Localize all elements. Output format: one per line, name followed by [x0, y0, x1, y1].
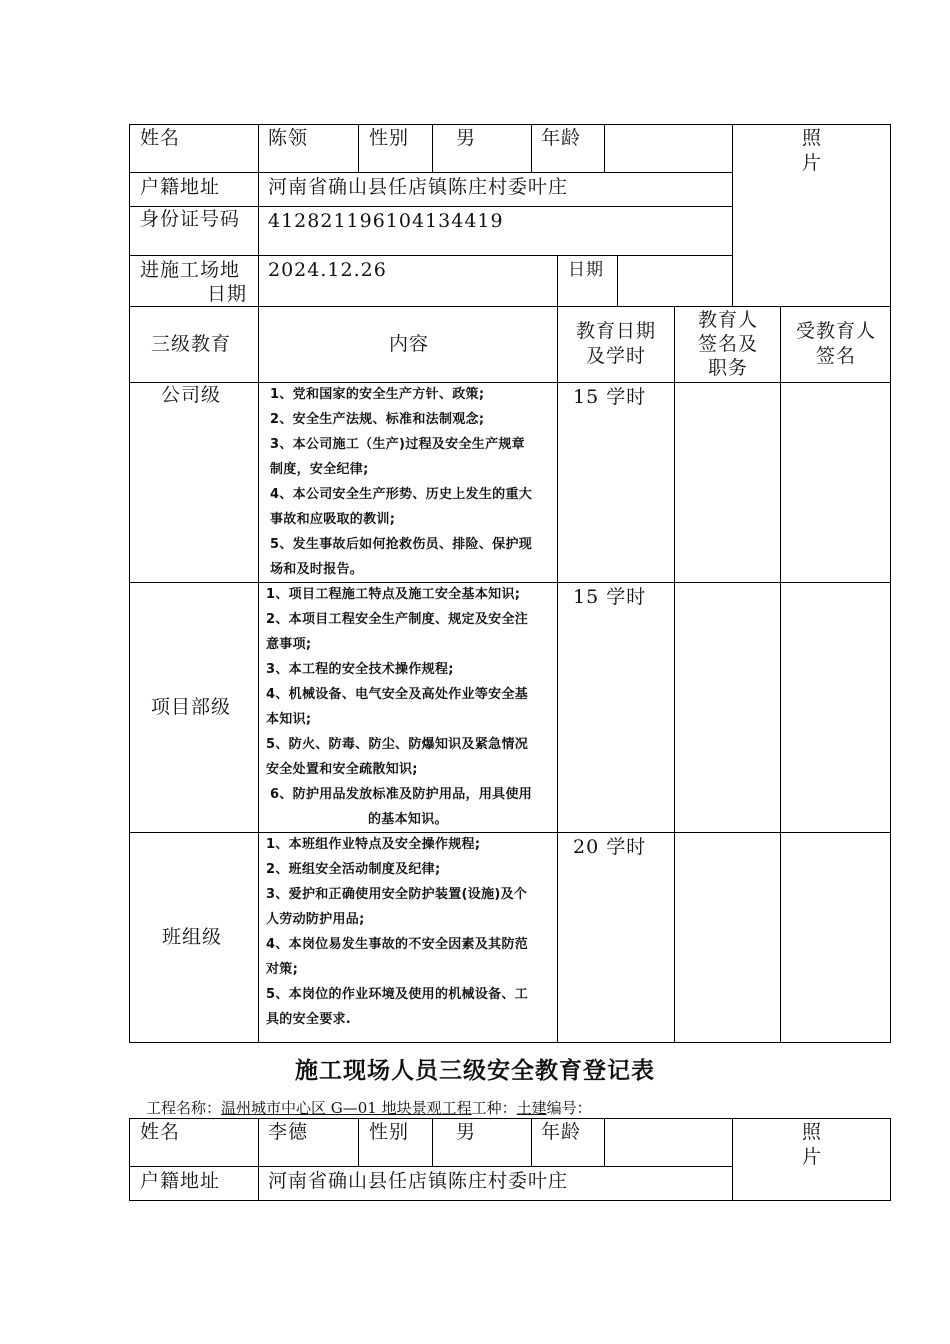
photo-label-top-2: 照	[802, 1121, 823, 1143]
entry-date-label-top: 进施工场地	[140, 259, 241, 281]
content-line: 人劳动防护用品;	[266, 912, 365, 927]
header-educatee-2: 签名	[815, 345, 856, 367]
content-line: 3、爱护和正确使用安全防护装置(设施)及个	[266, 887, 528, 902]
address-value-2: 河南省确山县任店镇陈庄村委叶庄	[268, 1170, 569, 1192]
header-educator-3: 职务	[707, 357, 748, 379]
project-name: 温州城市中心区 G—01 地块景观工程	[221, 1099, 472, 1117]
content-line: 6、防护用品发放标准及防护用品，用具使用	[270, 787, 533, 802]
content-line: 3、本公司施工（生产)过程及安全生产规章	[270, 437, 525, 452]
age-label-2: 年龄	[541, 1121, 582, 1143]
gender-label: 性别	[369, 127, 410, 149]
header-level: 三级教育	[151, 333, 232, 355]
photo-label-top: 照	[802, 127, 823, 149]
content-line: 制度，安全纪律;	[270, 462, 369, 477]
content-line: 事故和应吸取的教训;	[270, 512, 396, 527]
name-label: 姓名	[140, 127, 181, 149]
content-line: 2、安全生产法规、标准和法制观念;	[270, 412, 485, 427]
number-label: 编号：	[546, 1099, 592, 1117]
name-label-2: 姓名	[140, 1121, 181, 1143]
level-team-hours: 20 学时	[573, 836, 647, 858]
content-line: 的基本知识。	[368, 812, 448, 827]
photo-label-bottom: 片	[802, 152, 823, 174]
level-project-hours: 15 学时	[573, 586, 647, 608]
content-line: 5、本岗位的作业环境及使用的机械设备、工	[266, 987, 529, 1002]
header-hours-top: 教育日期	[575, 320, 656, 342]
content-line: 本知识;	[266, 712, 312, 727]
content-line: 1、本班组作业特点及安全操作规程;	[266, 837, 481, 852]
content-line: 安全处置和安全疏散知识;	[266, 762, 418, 777]
entry-date-label-bottom: 日期	[207, 283, 248, 305]
gender-value-2: 男	[456, 1121, 477, 1143]
content-line: 5、防火、防毒、防尘、防爆知识及紧急情况	[266, 737, 529, 752]
header-educator-2: 签名及	[697, 333, 758, 355]
content-line: 场和及时报告。	[270, 562, 364, 577]
level-company-name: 公司级	[161, 384, 222, 406]
address-label-2: 户籍地址	[140, 1170, 221, 1192]
header-educator-1: 教育人	[697, 309, 758, 331]
address-value: 河南省确山县任店镇陈庄村委叶庄	[268, 176, 569, 198]
trade-value: 土建	[516, 1099, 547, 1117]
id-label: 身份证号码	[140, 208, 241, 230]
content-line: 2、本项目工程安全生产制度、规定及安全注	[266, 612, 529, 627]
photo-label-bottom-2: 片	[802, 1146, 823, 1168]
content-line: 具的安全要求.	[266, 1012, 352, 1027]
content-line: 3、本工程的安全技术操作规程;	[266, 662, 454, 677]
level-company-hours: 15 学时	[573, 386, 647, 408]
header-educatee-1: 受教育人	[795, 320, 876, 342]
header-hours-bottom: 及学时	[585, 345, 646, 367]
gender-label-2: 性别	[369, 1121, 410, 1143]
content-line: 意事项;	[266, 637, 312, 652]
level-project-name: 项目部级	[151, 696, 232, 718]
entry-date-value: 2024.12.26	[268, 259, 387, 281]
content-line: 5、发生事故后如何抢救伤员、排险、保护现	[270, 537, 533, 552]
content-line: 4、机械设备、电气安全及高处作业等安全基	[266, 687, 529, 702]
level-project-content	[266, 582, 532, 832]
content-line: 4、本公司安全生产形势、历史上发生的重大	[270, 487, 533, 502]
name-value-2: 李德	[268, 1121, 309, 1143]
project-label: 工程名称：	[146, 1099, 222, 1117]
form-title: 施工现场人员三级安全教育登记表	[295, 1057, 655, 1084]
header-content: 内容	[389, 333, 430, 355]
name-value: 陈领	[268, 127, 309, 149]
address-label: 户籍地址	[140, 176, 221, 198]
age-label: 年龄	[541, 127, 582, 149]
trade-label: 工种：	[471, 1099, 517, 1117]
project-line	[146, 1097, 592, 1118]
content-line: 1、项目工程施工特点及施工安全基本知识;	[266, 587, 521, 602]
date-label: 日期	[568, 260, 604, 280]
content-line: 4、本岗位易发生事故的不安全因素及其防范	[266, 937, 529, 952]
id-value: 412821196104134419	[268, 210, 504, 232]
content-line: 对策;	[266, 962, 299, 977]
content-line: 2、班组安全活动制度及纪律;	[266, 862, 441, 877]
level-team-name: 班组级	[162, 926, 223, 948]
gender-value: 男	[456, 127, 477, 149]
level-company-content	[270, 382, 532, 582]
level-team-content	[266, 832, 528, 1032]
content-line: 1、党和国家的安全生产方针、政策;	[270, 387, 485, 402]
